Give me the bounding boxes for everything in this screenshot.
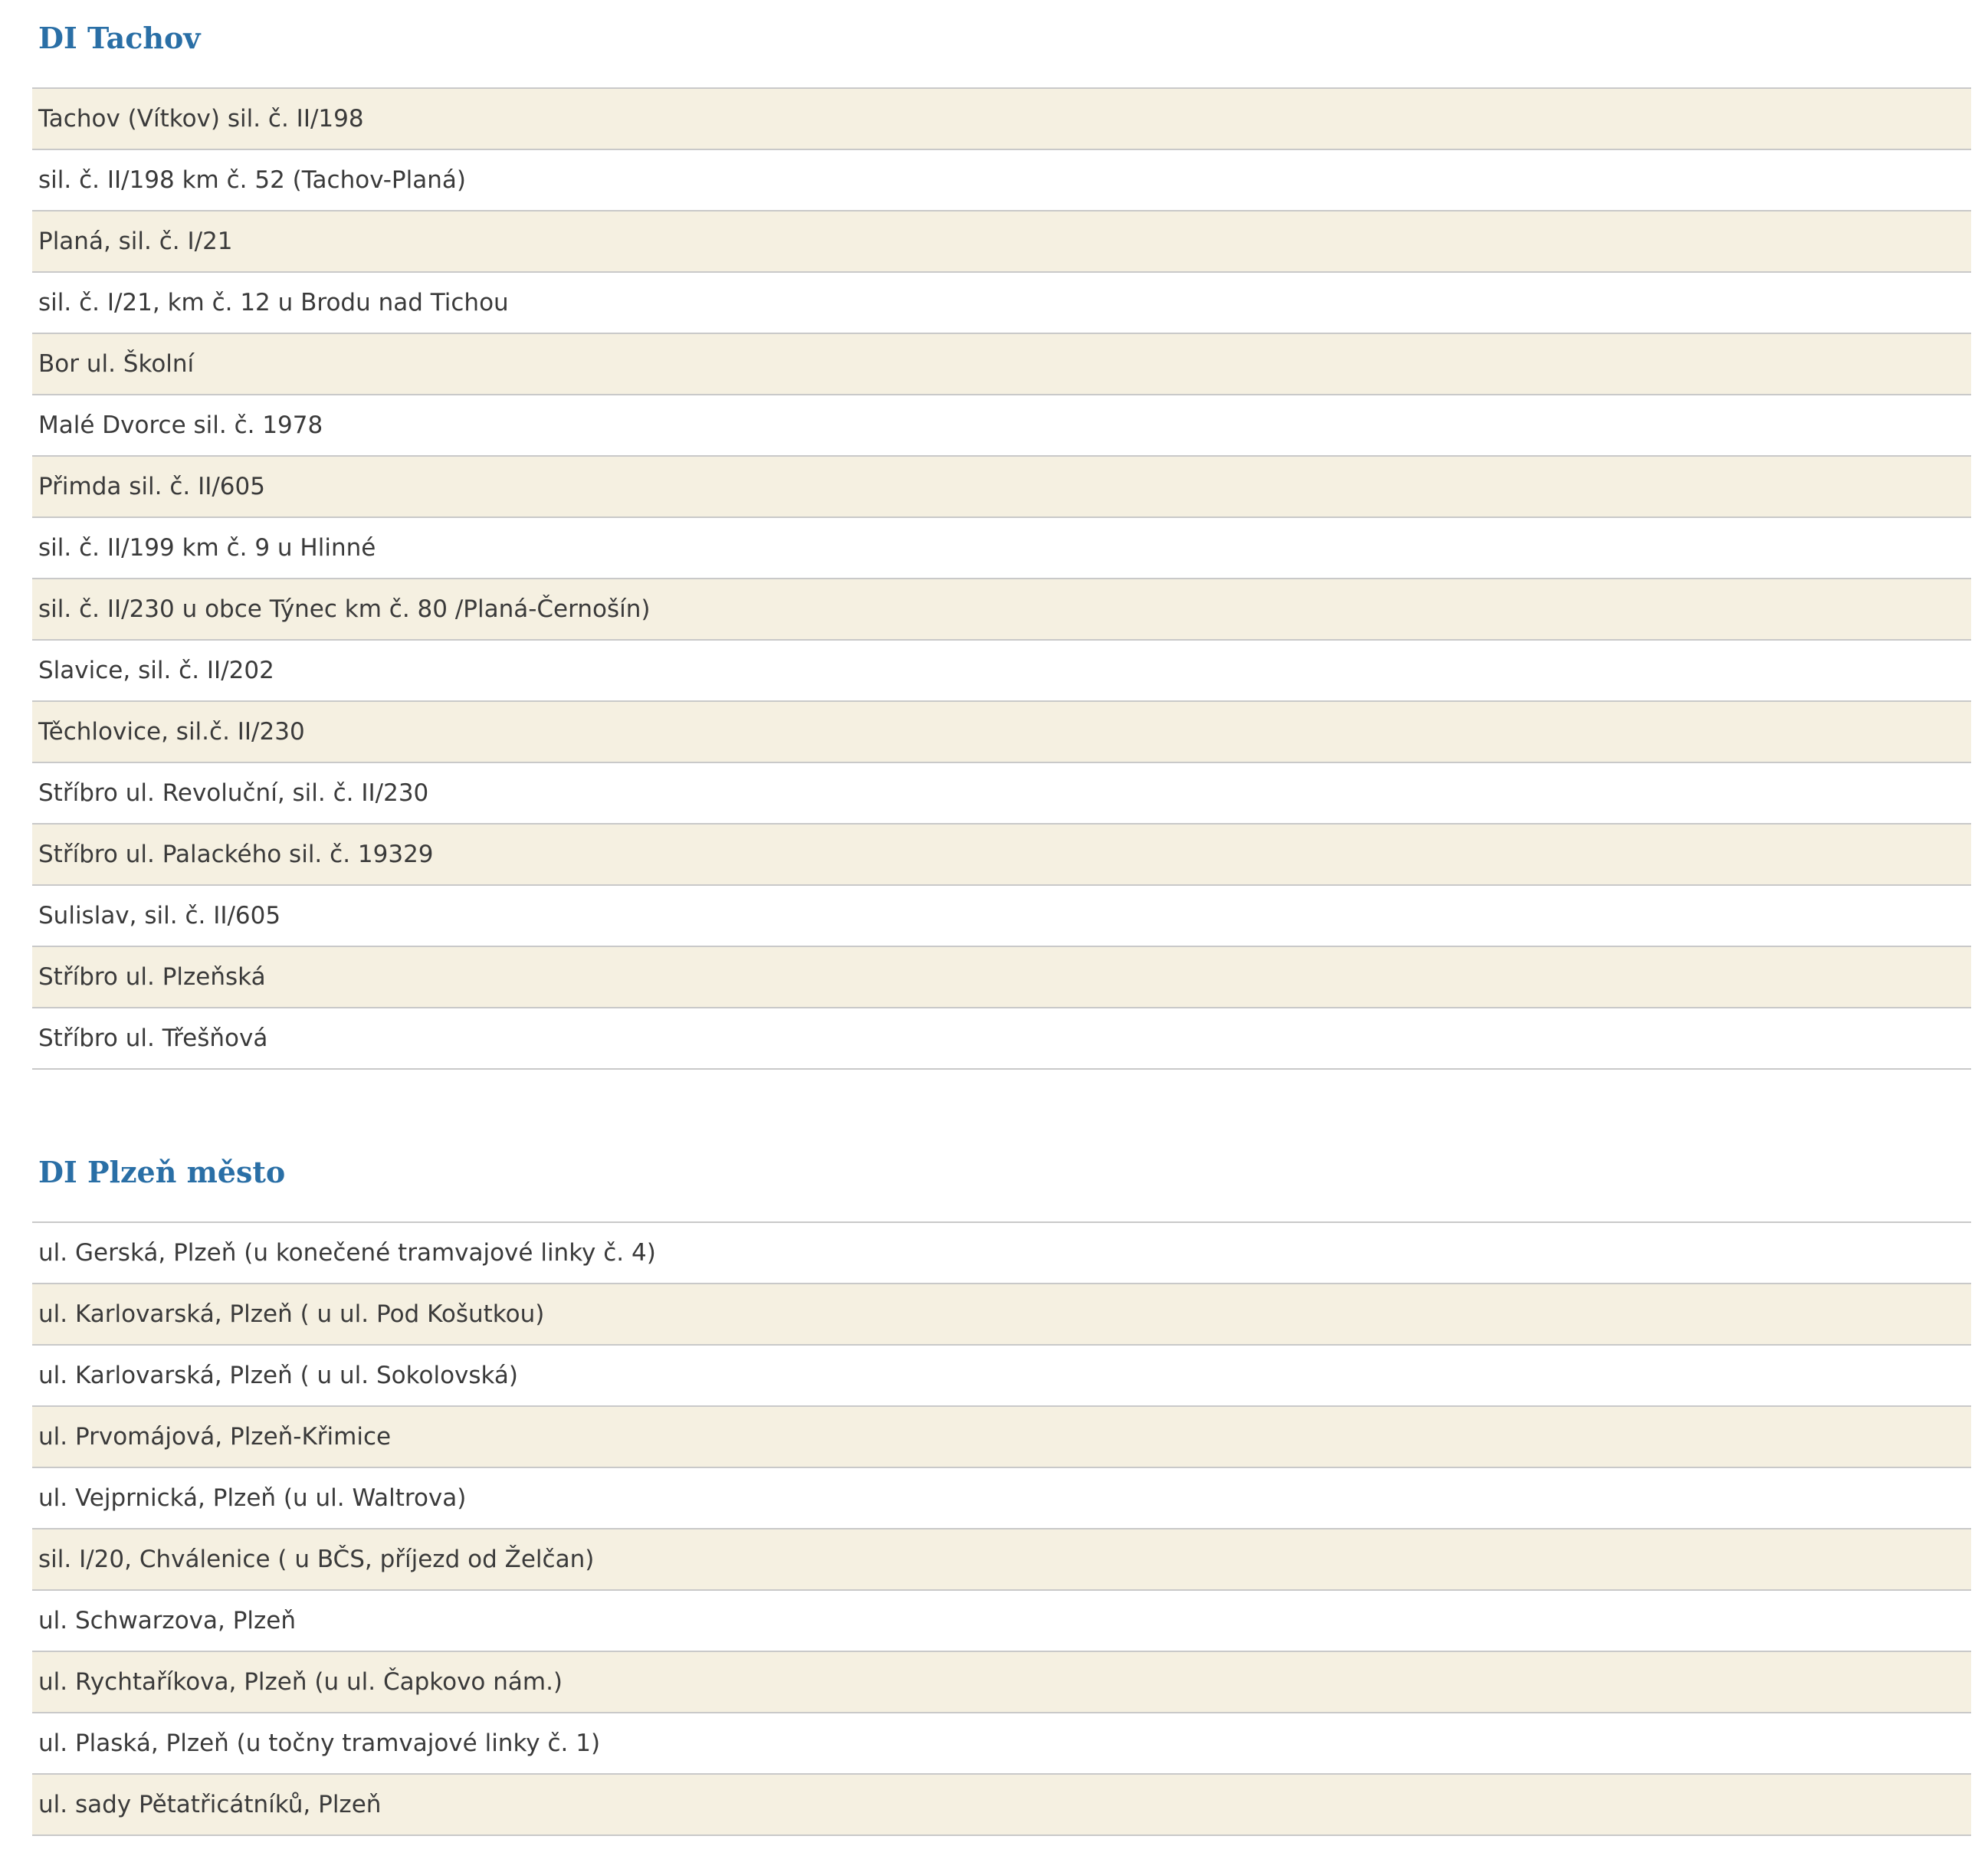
list-item: ul. Prvomájová, Plzeň-Křimice (32, 1407, 1971, 1468)
list-item: ul. Plaská, Plzeň (u točny tramvajové linky č. 1) (32, 1713, 1971, 1775)
location-list-tachov (32, 87, 1971, 1070)
list-item: Bor ul. Školní (32, 334, 1971, 395)
list-item: sil. č. II/199 km č. 9 u Hlinné (32, 518, 1971, 579)
list-item: ul. Rychtaříkova, Plzeň (u ul. Čapkovo nám.) (32, 1652, 1971, 1713)
list-item: Malé Dvorce sil. č. 1978 (32, 395, 1971, 457)
list-item: Stříbro ul. Revoluční, sil. č. II/230 (32, 763, 1971, 825)
list-item: ul. Vejprnická, Plzeň (u ul. Waltrova) (32, 1468, 1971, 1529)
list-item: Tachov (Vítkov) sil. č. II/198 (32, 89, 1971, 150)
list-item: Stříbro ul. Třešňová (32, 1008, 1971, 1070)
list-item: Sulislav, sil. č. II/605 (32, 886, 1971, 947)
list-item: sil. č. I/21, km č. 12 u Brodu nad Tichou (32, 273, 1971, 334)
list-item: ul. Karlovarská, Plzeň ( u ul. Sokolovská) (32, 1346, 1971, 1407)
section-title-plzen-mesto: DI Plzeň město (38, 1155, 286, 1189)
list-item: Slavice, sil. č. II/202 (32, 641, 1971, 702)
list-item: ul. sady Pětatřicátníků, Plzeň (32, 1775, 1971, 1836)
list-item: ul. Gerská, Plzeň (u konečené tramvajové linky č. 4) (32, 1223, 1971, 1284)
list-item: Stříbro ul. Plzeňská (32, 947, 1971, 1008)
list-item: Těchlovice, sil.č. II/230 (32, 702, 1971, 763)
list-item: sil. I/20, Chválenice ( u BČS, příjezd od Želčan) (32, 1529, 1971, 1591)
list-item: sil. č. II/198 km č. 52 (Tachov-Planá) (32, 150, 1971, 211)
location-list-plzen-mesto (32, 1221, 1971, 1836)
list-item: Stříbro ul. Palackého sil. č. 19329 (32, 825, 1971, 886)
list-item: ul. Schwarzova, Plzeň (32, 1591, 1971, 1652)
list-item: sil. č. II/230 u obce Týnec km č. 80 /Planá-Černošín) (32, 579, 1971, 641)
section-title-tachov: DI Tachov (38, 21, 201, 55)
list-item: Přimda sil. č. II/605 (32, 457, 1971, 518)
list-item: ul. Karlovarská, Plzeň ( u ul. Pod Košutkou) (32, 1284, 1971, 1346)
list-item: Planá, sil. č. I/21 (32, 211, 1971, 273)
